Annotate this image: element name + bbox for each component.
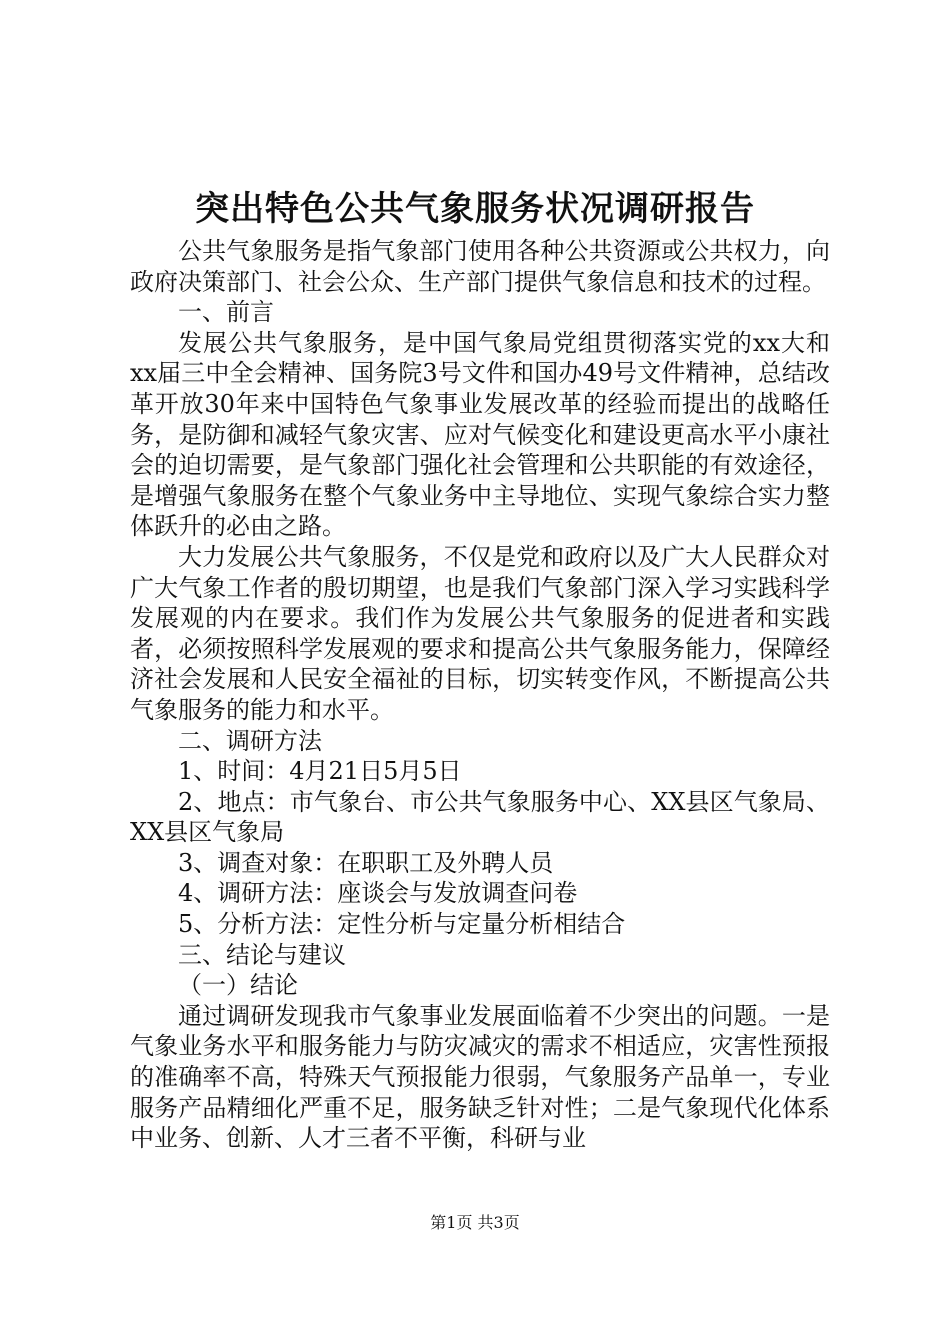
intro-paragraph: 公共气象服务是指气象部门使用各种公共资源或公共权力，向政府决策部门、社会公众、生产部门提供气象信息和技术的过程。 (130, 237, 830, 296)
method-item-subjects: 3、调查对象：在职职工及外聘人员 (178, 848, 554, 877)
method-item-approach: 4、调研方法：座谈会与发放调查问卷 (178, 879, 578, 908)
page-footer: 第1页 共3页 (430, 1213, 520, 1232)
body-paragraph: 发展公共气象服务，是中国气象局党组贯彻落实党的xx大和xx届三中全会精神、国务院3号文件和国办49号文件精神，总结改革开放30年来中国特色气象事业发展改革的经验而提出的战略任务，是防御和减轻气象灾害、应对气候变化和建设更高水平小康社会的迫切需要，是气象部门强化社会管理和公共职能的有效途径，是增强气象服务在整个气象业务中主导地位、实现气象综合实力整体跃升的必由之路。 (130, 328, 830, 541)
method-item-analysis: 5、分析方法：定性分析与定量分析相结合 (178, 910, 626, 939)
method-item-location: 2、地点：市气象台、市公共气象服务中心、XX县区气象局、XX县区气象局 (130, 787, 830, 847)
section-heading-method: 二、调研方法 (178, 726, 322, 755)
method-item-time: 1、时间：4月21日5月5日 (178, 757, 462, 786)
document-body (130, 236, 830, 1154)
document-title: 突出特色公共气象服务状况调研报告 (195, 189, 755, 229)
section-heading-preface: 一、前言 (178, 298, 274, 327)
body-paragraph: 通过调研发现我市气象事业发展面临着不少突出的问题。一是气象业务水平和服务能力与防灾减灾的需求不相适应，灾害性预报的准确率不高，特殊天气预报能力很弱，气象服务产品单一，专业服务产品精细化严重不足，服务缺乏针对性；二是气象现代化体系中业务、创新、人才三者不平衡，科研与业 (130, 1001, 830, 1153)
body-paragraph: 大力发展公共气象服务，不仅是党和政府以及广大人民群众对广大气象工作者的殷切期望，也是我们气象部门深入学习实践科学发展观的内在要求。我们作为发展公共气象服务的促进者和实践者，必须按照科学发展观的要求和提高公共气象服务能力，保障经济社会发展和人民安全福祉的目标，切实转变作风，不断提高公共气象服务的能力和水平。 (130, 542, 830, 724)
section-heading-conclusion: 三、结论与建议 (178, 940, 346, 969)
subsection-heading-conclusion: （一）结论 (178, 971, 298, 1000)
